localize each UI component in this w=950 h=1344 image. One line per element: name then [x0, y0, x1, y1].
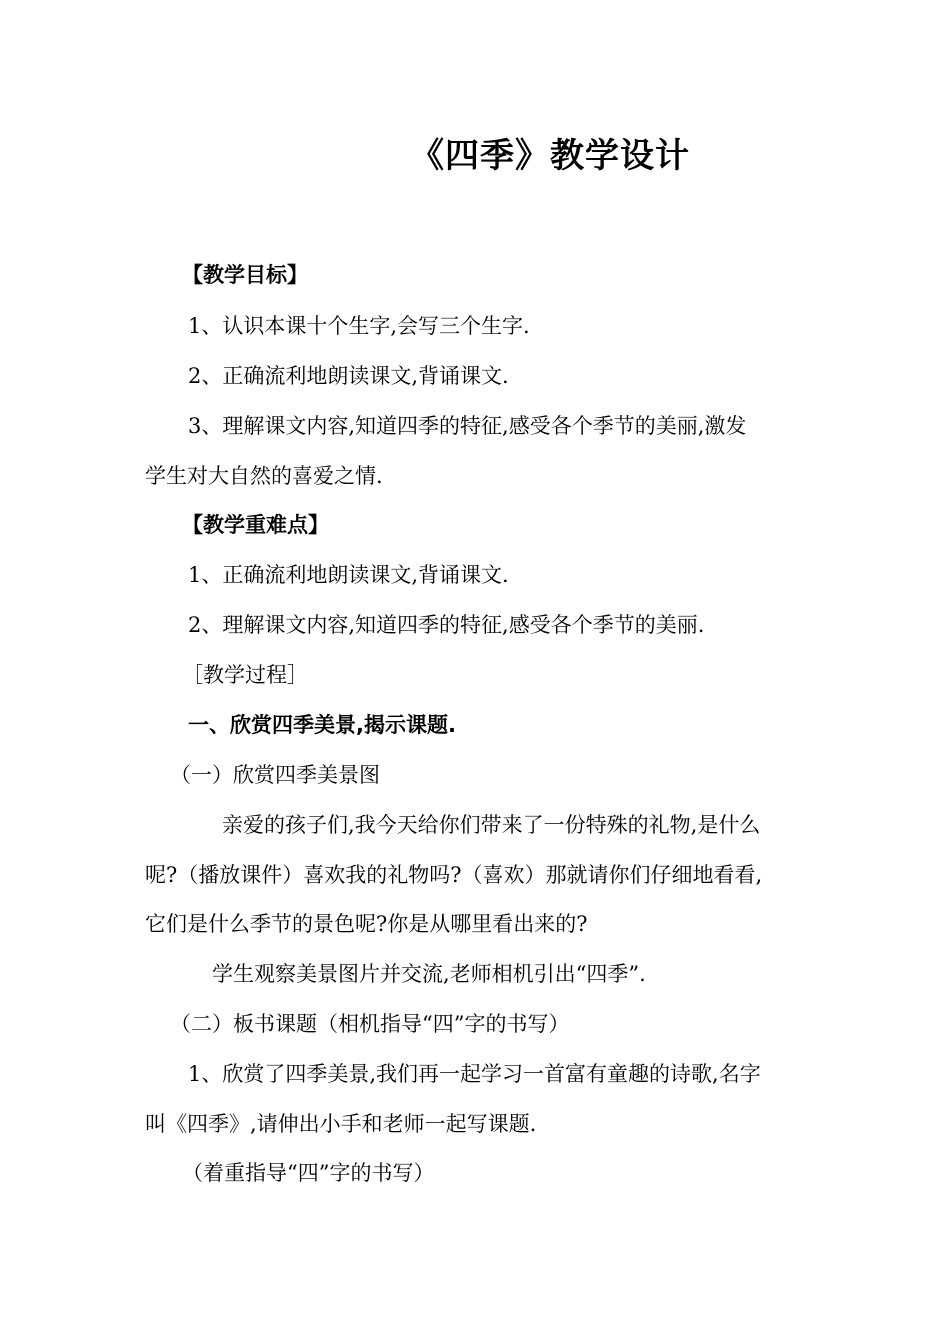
paragraph-2: 学生观察美景图片并交流,老师相机引出“四季”.	[212, 962, 646, 986]
key-points-heading: 【教学重难点】	[182, 513, 329, 537]
paragraph-1-line3: 它们是什么季节的景色呢?你是从哪里看出来的?	[145, 912, 588, 936]
goals-heading: 【教学目标】	[182, 263, 308, 287]
process-heading: ［教学过程］	[182, 663, 308, 687]
key-point-2: 2、理解课文内容,知道四季的特征,感受各个季节的美丽.	[188, 613, 705, 637]
key-point-1: 1、正确流利地朗读课文,背诵课文.	[188, 563, 509, 587]
subsection-2-heading: （二）板书课题（相机指导“四”字的书写）	[170, 1012, 570, 1036]
section-1-heading: 一、欣赏四季美景,揭示课题.	[188, 713, 456, 737]
goal-item-3-line2: 学生对大自然的喜爱之情.	[145, 464, 383, 488]
paragraph-1-line1: 亲爱的孩子们,我今天给你们带来了一份特殊的礼物,是什么	[222, 813, 761, 837]
goal-item-2: 2、正确流利地朗读课文,背诵课文.	[188, 364, 509, 388]
goal-item-3-line1: 3、理解课文内容,知道四季的特征,感受各个季节的美丽,激发	[188, 414, 747, 438]
goal-item-1: 1、认识本课十个生字,会写三个生字.	[188, 314, 530, 338]
paragraph-3-line1: 1、欣赏了四季美景,我们再一起学习一首富有童趣的诗歌,名字	[188, 1062, 761, 1086]
paragraph-1-line2: 呢?（播放课件）喜欢我的礼物吗?（喜欢）那就请你们仔细地看看,	[145, 863, 763, 887]
paragraph-4: （着重指导“四”字的书写）	[182, 1161, 435, 1185]
document-title: 《四季》教学设计	[410, 136, 690, 176]
paragraph-3-line2: 叫《四季》,请伸出小手和老师一起写课题.	[145, 1112, 537, 1136]
subsection-1-heading: （一）欣赏四季美景图	[170, 763, 380, 787]
